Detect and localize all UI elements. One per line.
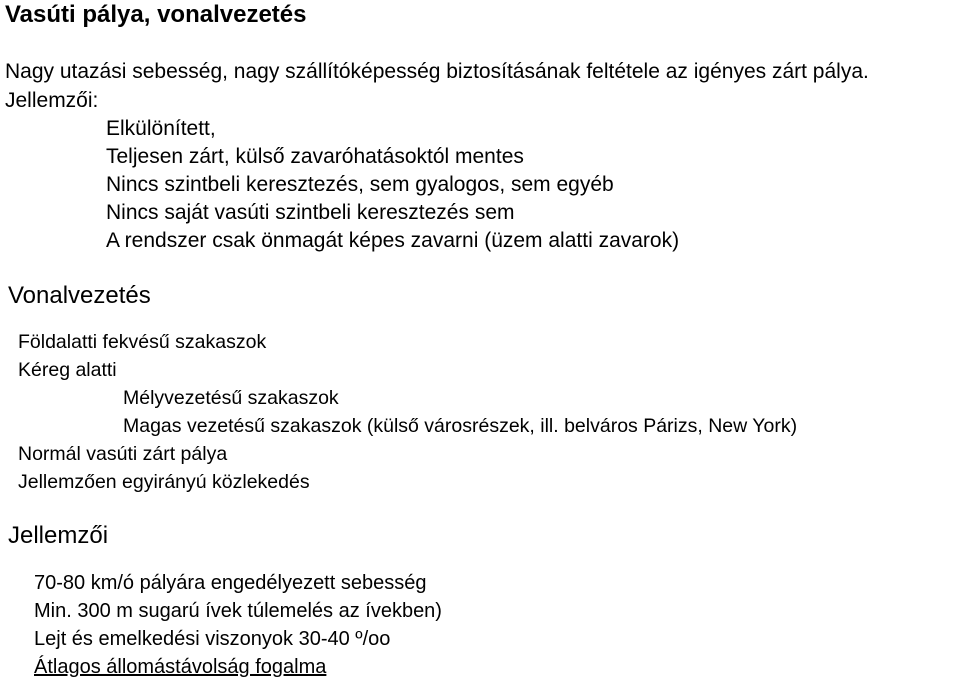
section-heading-jellemzoi: Jellemzői xyxy=(8,522,109,549)
intro-item: A rendszer csak önmagát képes zavarni (üzem alatti zavarok) xyxy=(106,229,680,252)
intro-item: Nincs saját vasúti szintbeli keresztezés sem xyxy=(106,201,515,224)
vonalvezetes-line: Jellemzően egyirányú közlekedés xyxy=(18,471,310,493)
section-heading-vonalvezetes: Vonalvezetés xyxy=(8,282,151,309)
vonalvezetes-line: Földalatti fekvésű szakaszok xyxy=(18,331,267,353)
vonalvezetes-line: Kéreg alatti xyxy=(18,359,117,381)
page-title: Vasúti pálya, vonalvezetés xyxy=(5,1,307,28)
jellemzoi-item: Lejt és emelkedési viszonyok 30-40 º/oo xyxy=(34,628,391,650)
intro-item: Elkülönített, xyxy=(106,117,216,140)
intro-sentence: Nagy utazási sebesség, nagy szállítóképesség biztosításának feltétele az igényes zárt pálya. xyxy=(5,60,869,83)
vonalvezetes-subline: Magas vezetésű szakaszok (külső városrészek, ill. belváros Párizs, New York) xyxy=(123,415,798,437)
jellemzoi-item: Átlagos állomástávolság fogalma xyxy=(34,656,327,678)
jellemzoi-item: 70-80 km/ó pályára engedélyezett sebesség xyxy=(34,572,427,594)
jellemzoi-item: Min. 300 m sugarú ívek túlemelés az ívekben) xyxy=(34,600,442,622)
intro-item: Teljesen zárt, külső zavaróhatásoktól mentes xyxy=(106,145,524,168)
intro-item: Nincs szintbeli keresztezés, sem gyalogos, sem egyéb xyxy=(106,173,614,196)
vonalvezetes-subline: Mélyvezetésű szakaszok xyxy=(123,387,339,409)
intro-label: Jellemzői: xyxy=(5,89,99,112)
vonalvezetes-line: Normál vasúti zárt pálya xyxy=(18,443,228,465)
